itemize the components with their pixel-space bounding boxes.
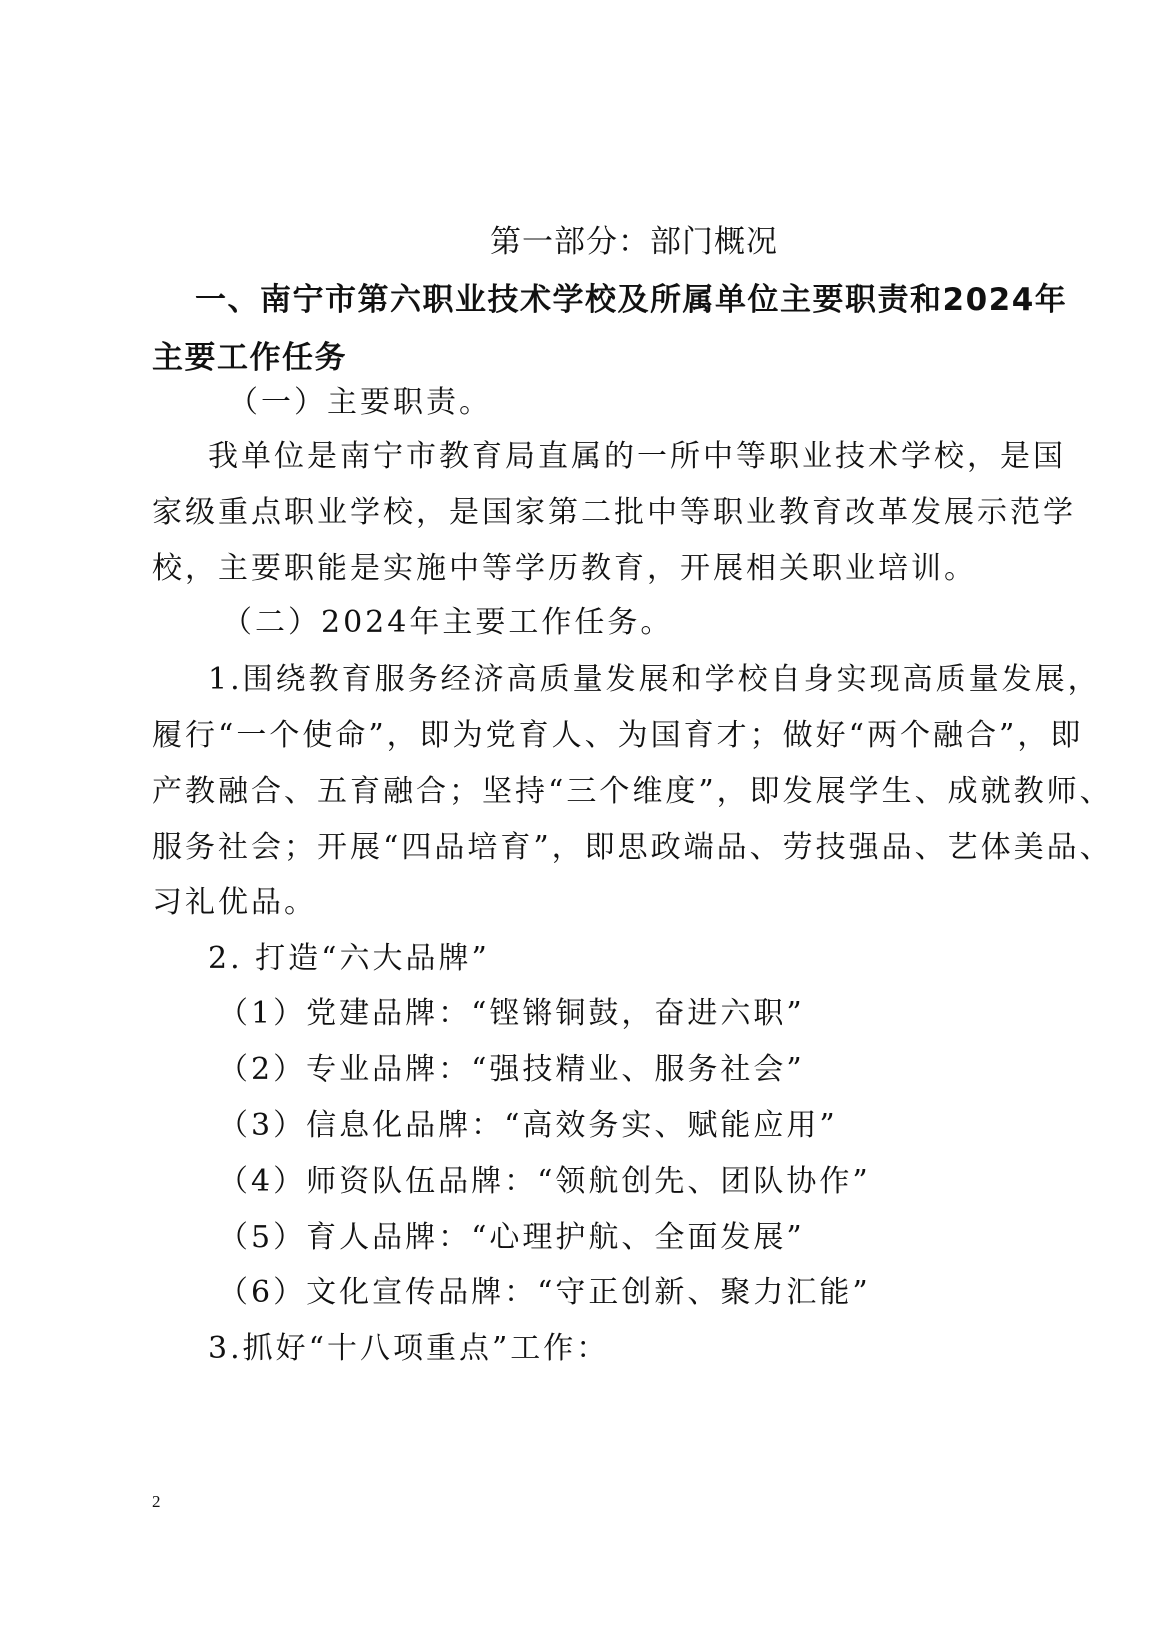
page-number: 2 xyxy=(152,1492,161,1511)
section-heading-line1: 一、南宁市第六职业技术学校及所属单位主要职责和2024年 xyxy=(195,282,1068,318)
subsection-title-responsibilities: （一）主要职责。 xyxy=(228,385,492,420)
paragraph-line: 1.围绕教育服务经济高质量发展和学校自身实现高质量发展， xyxy=(208,662,1101,697)
brand-item: （1）党建品牌：“铿锵铜鼓，奋进六职” xyxy=(218,996,805,1031)
brand-item: （4）师资队伍品牌：“领航创先、团队协作” xyxy=(218,1164,871,1199)
paragraph-line: 校，主要职能是实施中等学历教育，开展相关职业培训。 xyxy=(152,551,977,586)
paragraph-line: 我单位是南宁市教育局直属的一所中等职业技术学校，是国 xyxy=(208,439,1066,474)
paragraph-line: 习礼优品。 xyxy=(152,885,317,920)
brand-item: （6）文化宣传品牌：“守正创新、聚力汇能” xyxy=(218,1275,871,1310)
paragraph-line: 履行“一个使命”，即为党育人、为国育才；做好“两个融合”，即 xyxy=(152,718,1084,753)
brand-item: （3）信息化品牌：“高效务实、赋能应用” xyxy=(218,1108,838,1143)
subsection-title-tasks: （二）2024年主要工作任务。 xyxy=(222,605,674,640)
paragraph-line: 家级重点职业学校，是国家第二批中等职业教育改革发展示范学 xyxy=(152,495,1076,530)
brand-item: （2）专业品牌：“强技精业、服务社会” xyxy=(218,1052,805,1087)
paragraph-line: 产教融合、五育融合；坚持“三个维度”，即发展学生、成就教师、 xyxy=(152,774,1113,809)
part-title: 第一部分：部门概况 xyxy=(490,224,778,260)
section-heading-line2: 主要工作任务 xyxy=(152,340,347,376)
list-title-brands: 2. 打造“六大品牌” xyxy=(208,941,490,976)
paragraph-line: 服务社会；开展“四品培育”，即思政端品、劳技强品、艺体美品、 xyxy=(152,830,1113,865)
brand-item: （5）育人品牌：“心理护航、全面发展” xyxy=(218,1220,805,1255)
list-title-key-tasks: 3.抓好“十八项重点”工作： xyxy=(208,1331,610,1366)
